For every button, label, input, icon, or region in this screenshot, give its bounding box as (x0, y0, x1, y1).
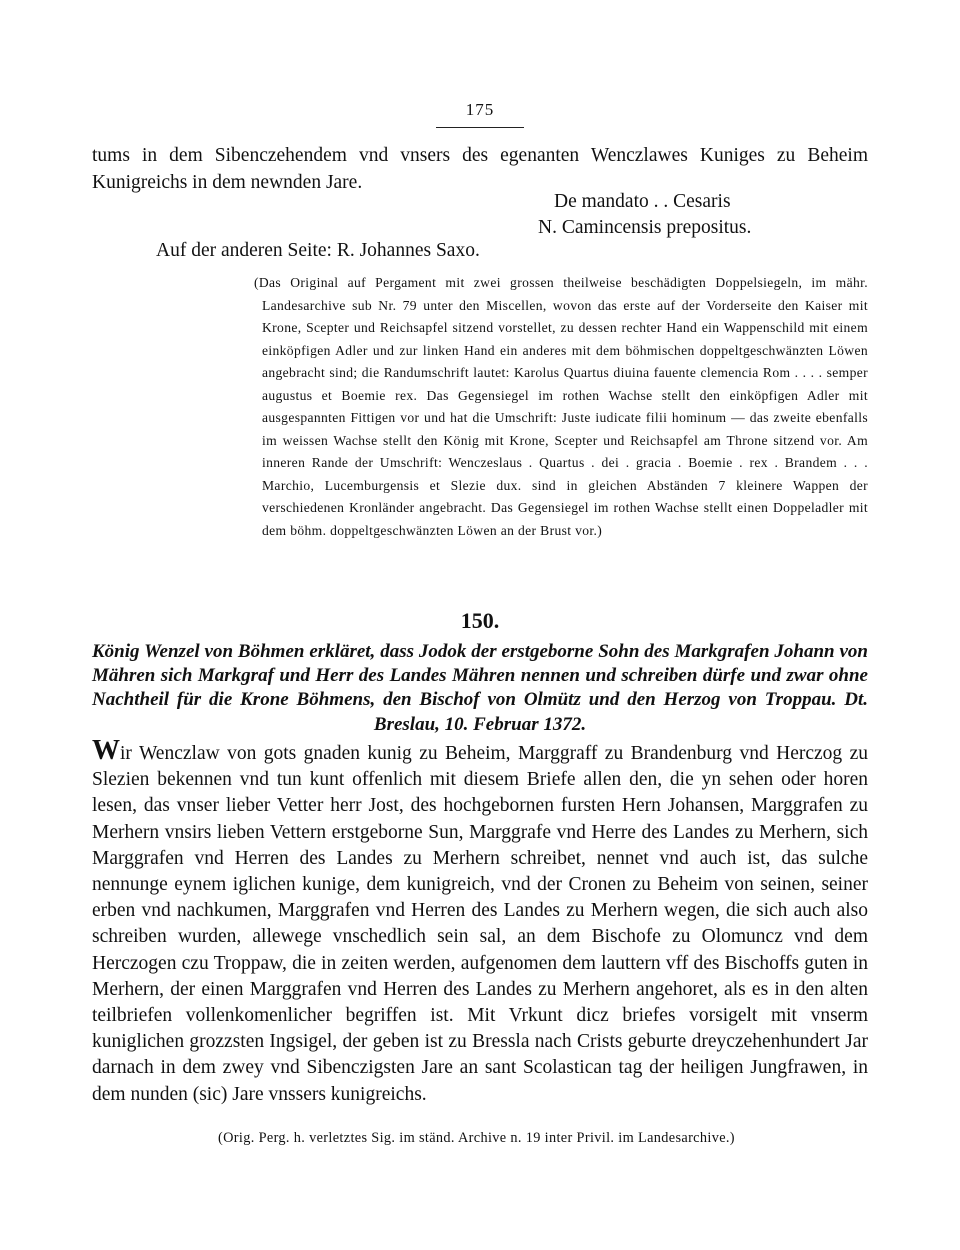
body-initial: W (92, 735, 120, 766)
archival-note: (Das Original auf Pergament mit zwei grossen theilweise beschädigten Doppelsiegeln, im mähr. Landesarchive sub Nr. 79 unter den Miscellen, wovon das erste auf der Vorderseite den Kaiser mit Krone, Scepter und Reichsapfel sitzend vorstellet, zu dessen rechter Hand ein Wappenschild mit einem einköpfigen Adler und zur linken Hand ein anderes mit dem böhmischen doppeltgeschwänzten Löwen angebracht sind; die Randumschrift lautet: Karolus Quartus diuina fauente clemencia Rom . . . . semper augustus et Boemie rex. Das Gegensiegel im rothen Wachse stellt den einköpfigen Adler mit ausgespannten Fittigen vor und hat die Umschrift: Juste iudicate filii hominum — das zweite ebenfalls im weissen Wachse stellt den König mit Krone, Scepter und Reichsapfel am Throne sitzend vor. Am inneren Rande der Umschrift: Wenczeslaus . Quartus . dei . gracia . Boemie . rex . Brandem . . . Marchio, Lucemburgensis et Slezie dux. sind in gleichen Abständen 7 kleinere Wappen der verschiedenen Kronländer angebracht. Das Gegensiegel im rothen Wachse stellt einen Doppeladler mit dem böhm. doppeltgeschwänzten Löwen an der Brust vor.) (254, 275, 868, 538)
header-rule (436, 127, 524, 128)
page-number: 175 (465, 100, 495, 119)
intro-paragraph: tums in dem Sibenczehendem vnd vnsers des egenanten Wenczlawes Kuniges zu Beheim Kunigreichs in dem newnden Jare. (92, 145, 868, 193)
body-text: ir Wenczlaw von gots gnaden kunig zu Beheim, Marggraff zu Brandenburg vnd Herczog zu Slezien bekennen vnd tun kunt offenlich mit diesem Briefe allen den, die yn sehen oder horen lesen, das vnser lieber Vetter herr Jost, des hochgebornen fursten Hern Johansen, Marggrafen zu Merhern vnsirs lieben Vettern erstgeborne Sun, Marggrafe vnd Herre des Landes zu Merhern, sich Marggrafen vnd Herren des Landes zu Merhern schreibet, nennet vnd auch ist, das sulche nennunge eynem iglichen kunige, dem kunigreich, vnd der Cronen zu Beheim von seinen, seiner erben vnd nachkumen, Marggrafen vnd Herren des Landes zu Merhern wegen, die sich auch also schreiben wurden, allewege vnschedlich sein sal, an dem Bischofe zu Olomuncz vnd dem Herczogen czu Troppaw, die in zeiten werden, aufgenomen dem lauttern vff des Bischoffs guten in Merhern, der einen Marggrafen vnd Herren des Landes zu Merhern angehoret, als es in den alten teilbriefen vollenkomenlicher begriffen ist. Mit Vrkunt dicz briefes vorsigelt mit vnserm kuniglichen grozzsten Ingsigel, der geben ist zu Bressla nach Crists geburte dreyczehenhundert Jar darnach in dem zwey vnd Sibenczigsten Jare an sant Scolastican tag der heiligen Jungfrawen, in dem nunden (sic) Jare vnssers kunigreichs. (92, 743, 868, 1105)
signature-line-2: N. Camincensis prepositus. (538, 217, 752, 238)
body-paragraph (92, 735, 868, 1108)
reverse-side-note: Auf der anderen Seite: R. Johannes Saxo. (156, 240, 480, 261)
document-heading: König Wenzel von Böhmen erkläret, dass Jodok der erstgeborne Sohn des Markgrafen Johann von Mähren sich Markgraf und Herr des Landes Mähren nennen und schreiben dürfe und zwar ohne Nachtheil für die Krone Böhmens, den Bischof von Olmütz und den Herzog von Troppau. Dt. Breslau, 10. Februar 1372. (92, 641, 868, 735)
signature-line-1: De mandato . . Cesaris (554, 191, 731, 212)
document-number: 150. (460, 608, 500, 633)
source-note: (Orig. Perg. h. verletztes Sig. im ständ. Archive n. 19 inter Privil. im Landesarchive.) (218, 1130, 735, 1146)
